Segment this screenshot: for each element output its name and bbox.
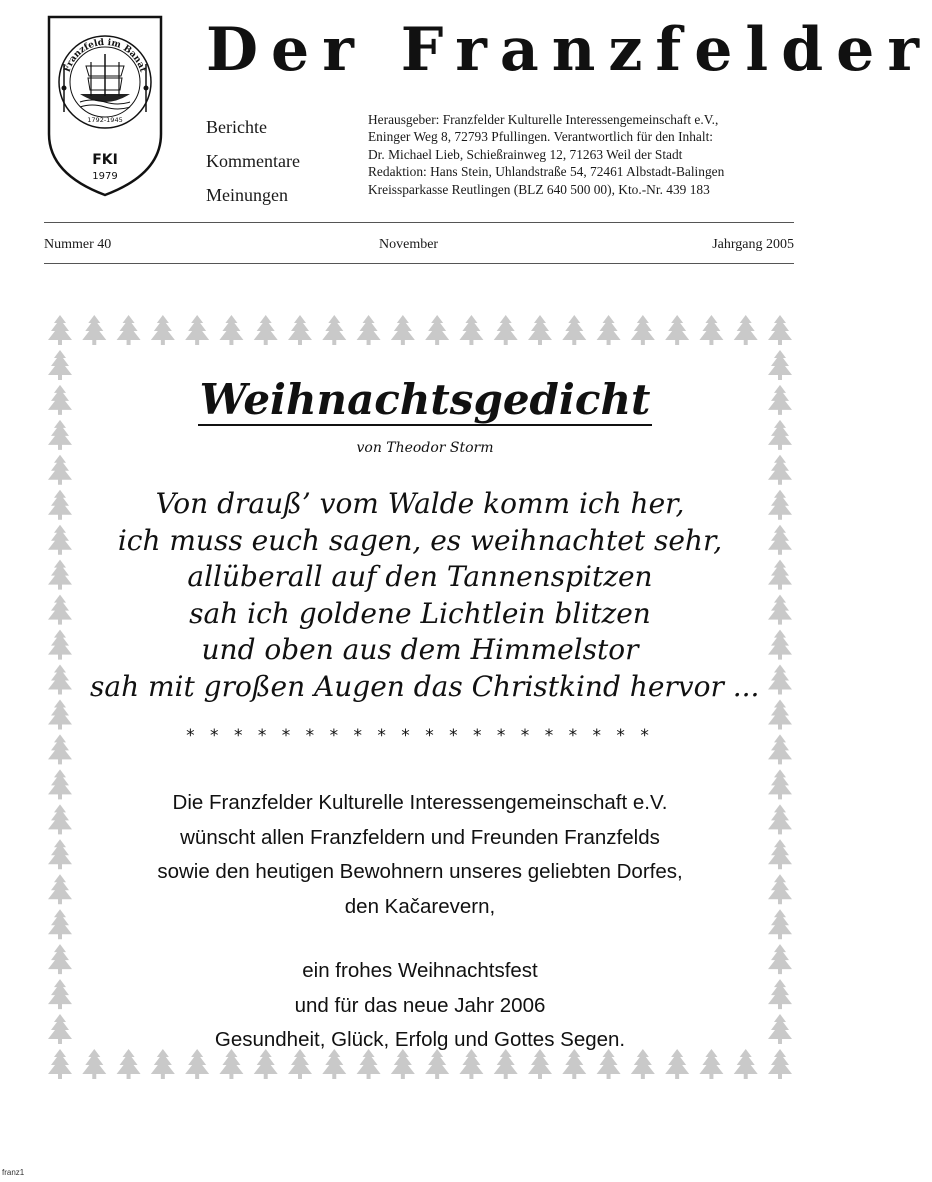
tree-ornament [48,665,72,695]
tree-ornament [768,560,792,590]
tree-ornament [48,490,72,520]
poem-line: ich muss euch sagen, es weihnachtet sehr, [117,523,723,557]
greeting-line: wünscht allen Franzfeldern und Freunden Franzfelds [180,825,660,849]
tree-ornament [597,315,621,345]
tree-ornament [288,315,312,345]
poem-author: von Theodor Storm [356,440,494,456]
tree-ornament [768,804,792,834]
publisher-line: Eninger Weg 8, 72793 Pfullingen. Verantwortlich für den Inhalt: [368,129,714,145]
crest-org: FKI [92,152,118,168]
tree-ornament [117,315,141,345]
issue-month: November [379,237,439,252]
wish-line: Gesundheit, Glück, Erfolg und Gottes Segen. [214,1028,626,1051]
poem-line: Von drauß’ vom Walde komm ich her, [155,487,685,520]
tree-ornament [48,455,72,485]
tree-ornament [425,315,449,345]
greeting-line: Die Franzfelder Kulturelle Interessengemeinschaft e.V. [172,791,668,814]
section-berichte: Berichte [206,117,267,137]
issue-year: Jahrgang 2005 [712,237,794,252]
tree-ornament [48,944,72,974]
section-kommentare: Kommentare [206,151,300,171]
tree-ornament [768,769,792,799]
tree-ornament [82,315,106,345]
tree-ornament [528,315,552,345]
tree-ornament [768,909,792,939]
poem-line: und oben aus dem Himmelstor [201,633,639,666]
tree-ornament [768,665,792,695]
poem-body [90,486,760,705]
greeting-line: den Kačarevern, [344,894,496,918]
publisher-line: Dr. Michael Lieb, Schießrainweg 12, 71263 Weil der Stadt [368,146,683,162]
poem-title [0,372,850,432]
crest-arc-text: Franzfeld im Banat [62,37,148,74]
tree-ornament [768,315,792,345]
page-tag: franz1 [2,1168,25,1177]
star-separator: * * * * * * * * * * * * * * * * * * * * [186,726,654,746]
tree-ornament [768,490,792,520]
tree-ornament [48,874,72,904]
greeting-text [100,786,740,1058]
tree-ornament [768,699,792,729]
tree-ornament [391,315,415,345]
tree-ornament [48,804,72,834]
tree-ornament [734,315,758,345]
tree-ornament [768,874,792,904]
publisher-line: Herausgeber: Franzfelder Kulturelle Interessengemeinschaft e.V., [368,112,719,127]
tree-ornament [699,315,723,345]
tree-ornament [357,315,381,345]
tree-ornament [768,944,792,974]
tree-ornament [48,1049,72,1079]
tree-ornament [48,909,72,939]
poem-line: allüberall auf den Tannenspitzen [187,560,653,593]
tree-ornament [48,315,72,345]
wish-line: ein frohes Weihnachtsfest [302,959,538,982]
tree-ornament [768,1014,792,1044]
crest-founded: 1979 [92,171,118,182]
tree-ornament [48,979,72,1009]
poem-line: sah mit großen Augen das Christkind hervor ... [90,669,760,703]
tree-ornament [494,315,518,345]
tree-ornament [665,315,689,345]
tree-ornament [48,560,72,590]
tree-ornament [768,839,792,869]
tree-ornament [459,315,483,345]
tree-ornament [768,630,792,660]
tree-ornament [151,315,175,345]
wish-line: und für das neue Jahr 2006 [294,993,546,1017]
tree-ornament [48,839,72,869]
section-meinungen: Meinungen [206,185,288,205]
tree-ornament [768,1049,792,1079]
poem-title-text: Weihnachtsgedicht [199,375,651,424]
newspaper-title: Der Franzfelder [206,15,932,85]
tree-ornament [185,315,209,345]
crest-years: 1792-1945 [87,116,123,124]
poem-line: sah ich goldene Lichtlein blitzen [189,596,651,630]
tree-ornament [768,455,792,485]
greeting-line: sowie den heutigen Bewohnern unseres geliebten Dorfes, [157,860,683,883]
tree-ornament [48,630,72,660]
publisher-line: Redaktion: Hans Stein, Uhlandstraße 54, 72461 Albstadt-Balingen [368,164,725,180]
tree-ornament [48,699,72,729]
tree-ornament [322,315,346,345]
issue-number: Nummer 40 [44,237,112,252]
tree-ornament [768,595,792,625]
tree-ornament [48,769,72,799]
tree-ornament [562,315,586,345]
tree-ornament [48,595,72,625]
tree-ornament [254,315,278,345]
tree-ornament [48,525,72,555]
tree-ornament [219,315,243,345]
tree-ornament [768,525,792,555]
tree-ornament [48,1014,72,1044]
publisher-line: Kreissparkasse Reutlingen (BLZ 640 500 00), Kto.-Nr. 439 183 [368,181,710,197]
tree-ornament [768,979,792,1009]
tree-ornament [631,315,655,345]
